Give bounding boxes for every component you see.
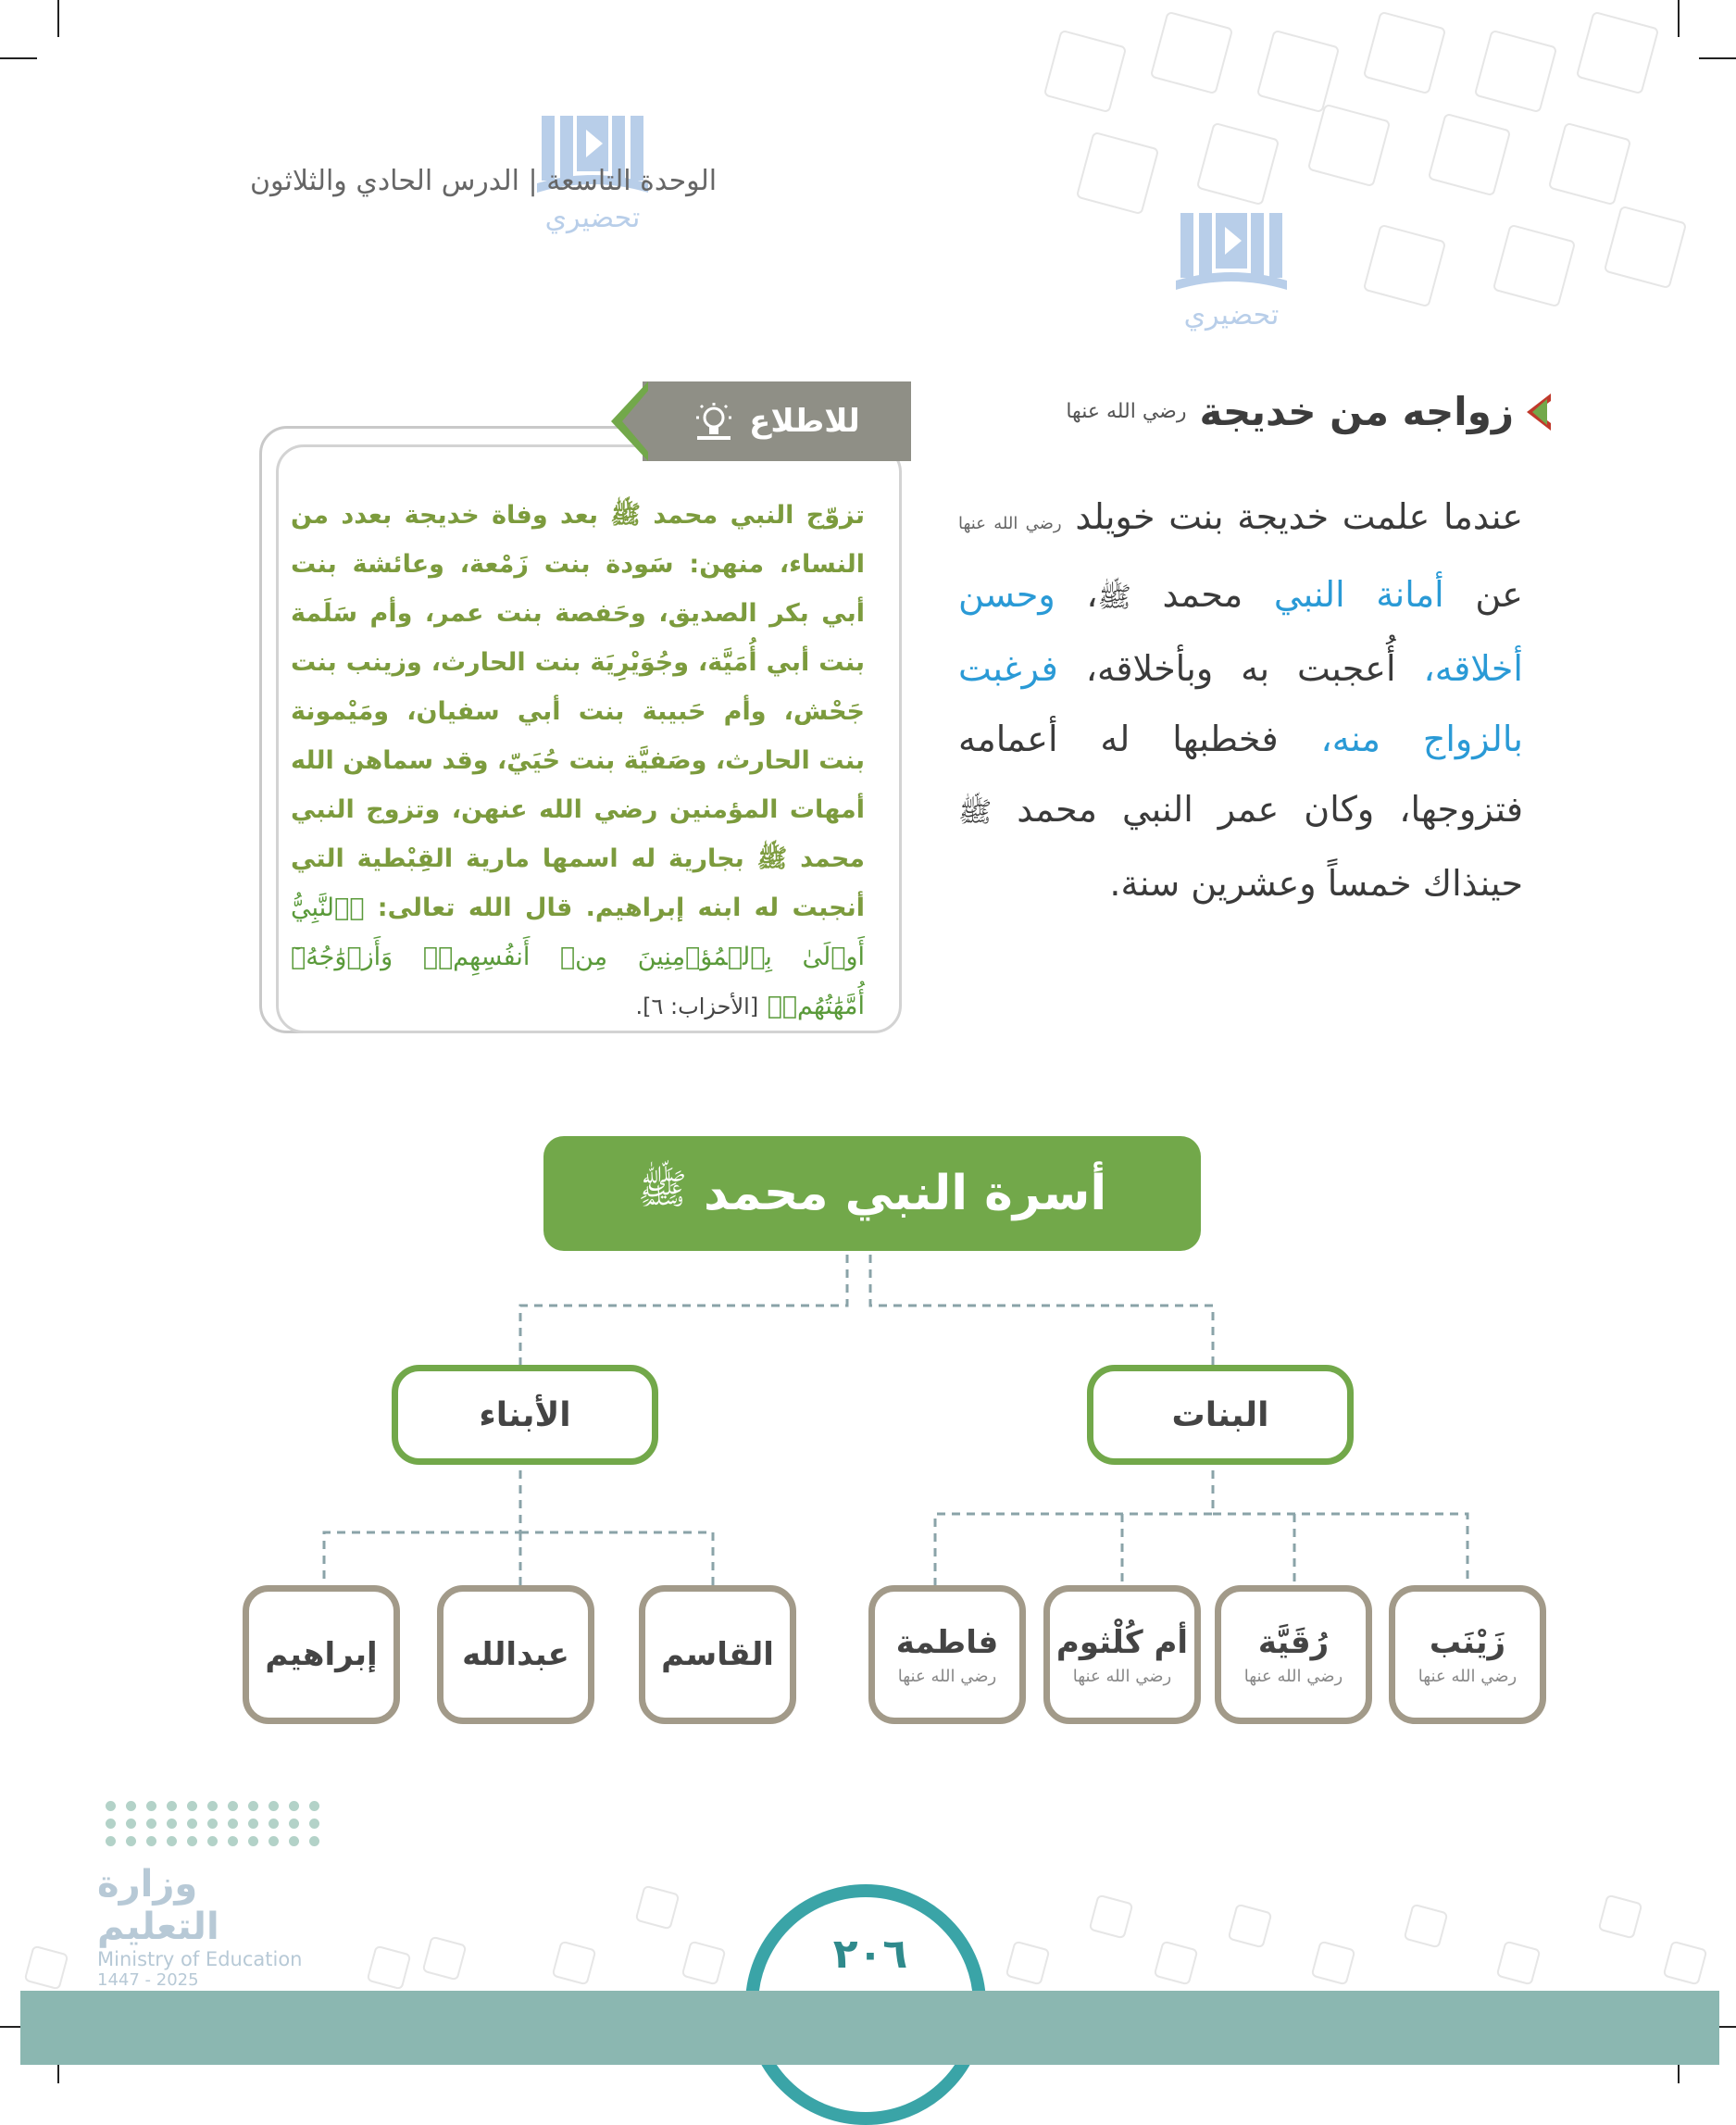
sons-category: الأبناء	[392, 1365, 658, 1465]
info-tab-label: للاطلاع	[749, 403, 860, 440]
ministry-logo	[97, 1801, 319, 1990]
ministry-dots-icon	[97, 1801, 319, 1846]
daughters-category: البنات	[1087, 1365, 1354, 1465]
info-text: تزوّج النبي محمد ﷺ بعد وفاة خديجة بعدد من النساء، منهن: سَودة بنت زَمْعة، وعائشة بنت أبي بكر الصديق، وحَفصة بنت عمر، وأم سَلَمة بنت أبي أُمَيَّة، وجُوَيْرِيَة بنت الحارث، وزينب بنت جَحْش، وأم حَبيبة بنت أبي سفيان، ومَيْمونة بنت الحارث، وصَفيَّة بنت حُيَيّ، وقد سماهن الله أمهات المؤمنين رضي الله عنهن، وتزوج النبي محمد ﷺ بجارية له اسمها مارية القِبْطية التي أنجبت له ابنه إبراهيم. قال الله تعالى: ﴿ٱلنَّبِيُّ أَوۡلَىٰ بِٱلۡمُؤۡمِنِينَ مِنۡ أَنفُسِهِمۡۖ وَأَزۡوَٰجُهُۥٓ أُمَّهَٰتُهُمۡ﴾ [الأحزاب: ٦].	[291, 501, 865, 1020]
son-node: عبدالله	[437, 1585, 594, 1724]
edition-year: 2025 - 1447	[97, 1970, 199, 1990]
quran-verse: ﴿ٱلنَّبِيُّ أَوۡلَىٰ بِٱلۡمُؤۡمِنِينَ مِنۡ أَنفُسِهِمۡۖ وَأَزۡوَٰجُهُۥٓ أُمَّهَٰتُهُمۡ﴾	[291, 894, 865, 1020]
honor-phrase: ﷺ	[637, 1166, 687, 1213]
verse-reference: [الأحزاب: ٦].	[635, 994, 759, 1019]
daughter-node: أم كُلْثوم رضي الله عنها	[1043, 1585, 1201, 1724]
ministry-name-ar: وزارة التعليم	[97, 1863, 219, 1948]
ministry-name-en: Ministry of Education	[97, 1948, 303, 1970]
main-paragraph: عندما علمت خديجة بنت خويلد رضي الله عنها عن أمانة النبي محمد ﷺ، وحسن أخلاقه، أُعجبت به وبأخلاقه، فرغبت بالزواج منه، فخطبها له أعمامه فتزوجها، وكان عمر النبي محمد ﷺ حينذاك خمساً وعشرين سنة.	[958, 496, 1523, 904]
daughter-node: رُقَيَّة رضي الله عنها	[1215, 1585, 1372, 1724]
daughter-node: زَيْنَب رضي الله عنها	[1389, 1585, 1546, 1724]
section-title: زواجه من خديجة	[1199, 389, 1514, 434]
honor-phrase: رضي الله عنها	[1066, 400, 1187, 423]
footer-band	[20, 1991, 1719, 2065]
watermark-text: تحضيري	[544, 202, 641, 234]
page-number: ٢٠٦	[832, 1931, 908, 1978]
tree-root-title: أسرة النبي محمد	[703, 1166, 1107, 1221]
watermark-text: تحضيري	[1183, 299, 1280, 331]
tree-root	[543, 1136, 1201, 1251]
son-node: القاسم	[639, 1585, 796, 1724]
running-head: الوحدة التاسعة | الدرس الحادي والثلاثون	[250, 165, 718, 197]
son-node: إبراهيم	[243, 1585, 400, 1724]
daughter-node: فاطمة رضي الله عنها	[868, 1585, 1026, 1724]
